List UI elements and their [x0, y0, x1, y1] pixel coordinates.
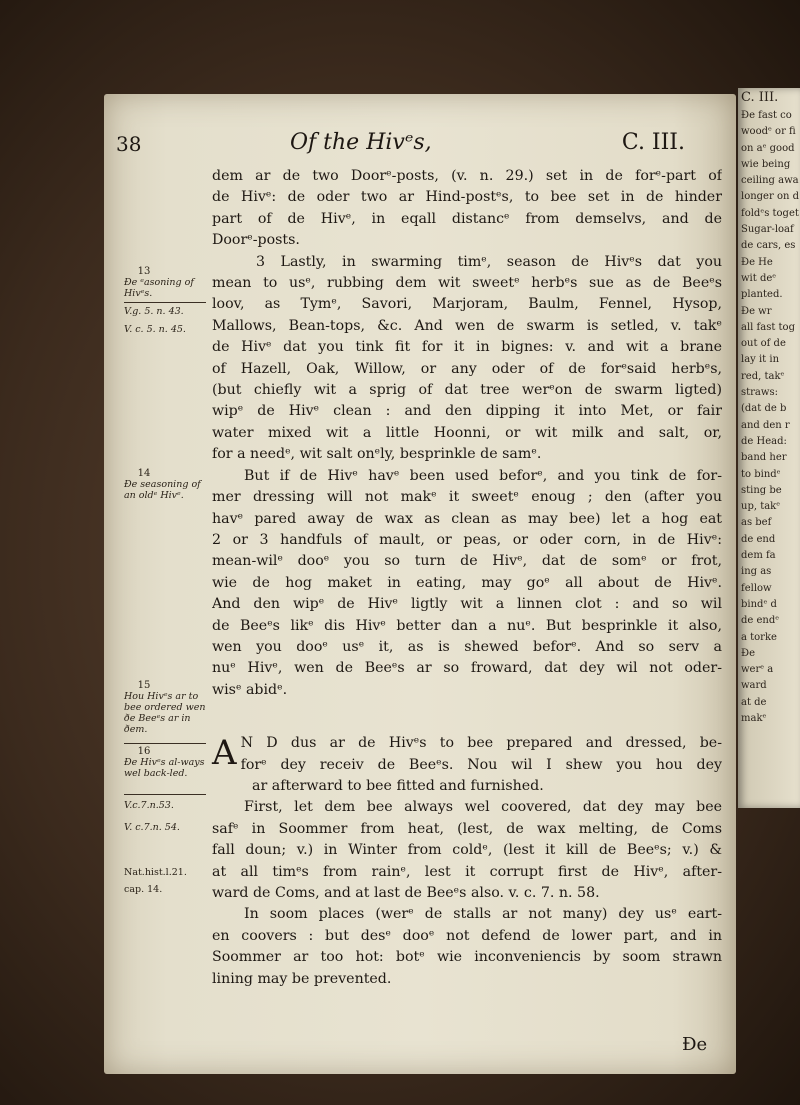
catchword: Ðe — [682, 1034, 708, 1055]
margin-note-14 — [124, 468, 210, 501]
text-line: wen you dooᵉ usᵉ it, as is shewed beforᵉ. And so serv a — [212, 638, 722, 655]
margin-reference: V. c.7.n. 54. — [124, 822, 180, 833]
text-line: en coovers : but desᵉ dooᵉ not defend de lower part, and in — [212, 927, 722, 944]
text-line: mean-wilᵉ dooᵉ you so turn de Hivᵉ, dat de somᵉ or frot, — [212, 553, 722, 570]
margin-reference: V.c.7.n.53. — [124, 800, 174, 811]
margin-reference: cap. 14. — [124, 884, 163, 895]
text-line: (but chiefly wit a sprig of dat tree werᵉon de swarm ligted) — [212, 382, 722, 399]
text-line: de Hivᵉ: de oder two ar Hind-postᵉs, to bee set in de hinder — [212, 189, 722, 206]
facing-page-line: out of de — [741, 338, 786, 350]
facing-page-line: de endᵉ — [741, 615, 780, 627]
text-line: 3 Lastly, in swarming timᵉ, season de Hivᵉs dat you — [256, 253, 722, 270]
facing-page-line: makᵉ — [741, 712, 767, 724]
facing-page-line: longer on d — [741, 191, 799, 203]
text-line: for a needᵉ, wit salt onᵉly, besprinkle de samᵉ. — [212, 446, 542, 463]
margin-reference: V. c. 5. n. 45. — [124, 324, 186, 335]
facing-page-line: red, takᵉ — [741, 370, 785, 382]
running-title: Of the Hivᵉs, — [290, 130, 432, 155]
text-line: mean to usᵉ, rubbing dem wit sweetᵉ herbᵉs sue as de Beeᵉs — [212, 275, 722, 292]
facing-page-line: ceiling awa — [741, 175, 799, 187]
text-line: Doorᵉ-posts. — [212, 232, 300, 249]
facing-page-line: ing as — [741, 566, 772, 578]
text-line: wipᵉ de Hivᵉ clean : and den dipping it into Met, or fair — [212, 403, 722, 420]
facing-page-line: fellow — [741, 582, 772, 594]
text-line: havᵉ pared away de wax as clean as may bee) let a hog eat — [212, 510, 722, 527]
facing-page-line: bindᵉ d — [741, 598, 777, 610]
section-number: 16 — [137, 746, 151, 757]
text-line: Mallows, Bean-tops, &c. And wen de swarm is setled, v. takᵉ — [212, 317, 722, 334]
text-line: loov, as Tymᵉ, Savori, Marjoram, Baulm, Fennel, Hysop, — [212, 296, 722, 313]
text-line: part of de Hivᵉ, in eqall distancᵉ from demselvs, and de — [212, 210, 722, 227]
text-line: And den wipᵉ de Hivᵉ ligtly wit a linnen clot : and so wil — [212, 596, 722, 613]
margin-note-16 — [124, 746, 210, 779]
facing-page-line: Ðe wr — [741, 305, 772, 317]
text-line: at all timᵉs from rainᵉ, lest it corrupt first de Hivᵉ, after- — [212, 863, 722, 880]
text-line: nuᵉ Hivᵉ, wen de Beeᵉs ar so froward, dat dey wil not oder- — [212, 660, 722, 677]
drop-capital: A — [212, 733, 237, 774]
facing-page-line: woodᵉ or fi — [741, 126, 796, 138]
margin-rule — [124, 302, 206, 303]
section-number: 13 — [137, 266, 151, 277]
section-number: 15 — [137, 680, 151, 691]
facing-page-line: de end — [741, 533, 776, 545]
facing-page-line: and den r — [741, 419, 790, 431]
margin-heading: Hou Hivᵉs ar to bee ordered wen ðe Beeᵉs ar in ðem. — [124, 691, 206, 735]
text-line: forᵉ dey receiv de Beeᵉs. Nou wil I shew you hou dey — [240, 756, 722, 773]
facing-page-line: straws: — [741, 387, 778, 399]
margin-reference: V.g. 5. n. 43. — [124, 306, 184, 317]
text-line: lining may be prevented. — [212, 970, 392, 987]
text-line: N D dus ar de Hivᵉs to bee prepared and dressed, be- — [240, 735, 722, 752]
facing-page-line: Ðe fast co — [741, 110, 792, 121]
facing-page-line: as bef — [741, 517, 772, 529]
margin-heading: Ðe seasoning of an oldᵉ Hivᵉ. — [124, 479, 201, 501]
facing-page-line: lay it in — [741, 354, 780, 366]
facing-page-line: de Head: — [741, 435, 787, 447]
text-line: 2 or 3 handfuls of mault, or peas, or oder corn, in de Hivᵉ: — [212, 531, 722, 548]
facing-page-line: ward — [741, 680, 767, 692]
facing-page-line: band her — [741, 452, 787, 464]
text-line: ar afterward to bee fitted and furnished. — [252, 777, 544, 794]
facing-page-line: at de — [741, 696, 767, 708]
margin-rule — [124, 794, 206, 795]
text-line: dem ar de two Doorᵉ-posts, (v. n. 29.) set in de forᵉ-part of — [212, 168, 722, 184]
text-line: ward de Coms, and at last de Beeᵉs also. v. c. 7. n. 58. — [212, 885, 600, 901]
text-line: In soom places (werᵉ de stalls ar not many) dey usᵉ eart- — [244, 906, 722, 923]
facing-page-line: wit deᵉ — [741, 272, 777, 284]
facing-page-line: Ðe He — [741, 256, 773, 268]
text-line: wisᵉ abidᵉ. — [212, 681, 288, 698]
facing-page-line: de cars, es — [741, 240, 796, 252]
facing-page-line: a torke — [741, 631, 777, 643]
facing-page-line: on aᵉ good — [741, 142, 795, 154]
text-line: de Hivᵉ dat you tink fit for it in bignes: v. and wit a brane — [212, 339, 722, 356]
text-line: mer dressing will not makᵉ it sweetᵉ enoug ; den (after you — [212, 489, 722, 506]
section-15-opening — [212, 733, 722, 776]
margin-note-15 — [124, 680, 210, 735]
facing-page-line: wie being — [741, 158, 791, 170]
margin-reference: Nat.hist.l.21. — [124, 867, 187, 878]
facing-page-line: to bindᵉ — [741, 468, 781, 480]
text-line: de Beeᵉs likᵉ dis Hivᵉ better dan a nuᵉ. But besprinkle it also, — [212, 617, 722, 634]
facing-page-line: Ðe — [741, 647, 755, 659]
text-line: safᵉ in Soommer from heat, (lest, de wax melting, de Coms — [212, 820, 722, 837]
main-text — [212, 166, 722, 990]
text-line: of Hazell, Oak, Willow, or any oder of de forᵉsaid herbᵉs, — [212, 360, 722, 377]
section-number: 14 — [137, 468, 151, 479]
facing-page-line: planted. — [741, 289, 783, 301]
text-line: Soommer ar too hot: botᵉ wie inconveniencis by soom strawn — [212, 949, 722, 966]
facing-page-line: foldᵉs toget — [741, 207, 799, 219]
text-line: water mixed wit a little Hoonni, or wit milk and salt, or, — [212, 424, 722, 441]
facing-page-line: Sugar-loaf — [741, 224, 794, 236]
margin-rule — [124, 743, 206, 744]
margin-heading: Ðe ᵉasoning of Hivᵉs. — [124, 277, 194, 299]
text-line: But if de Hivᵉ havᵉ been used beforᵉ, and you tink de for- — [244, 467, 722, 484]
chapter-label: C. III. — [621, 130, 685, 155]
text-line: First, let dem bee always wel coovered, dat dey may bee — [244, 799, 722, 816]
facing-page-line: all fast tog — [741, 321, 795, 333]
facing-page-line: sting be — [741, 484, 782, 496]
facing-page-line: C. III. — [741, 90, 779, 105]
facing-page-line: up, takᵉ — [741, 501, 781, 513]
page-number: 38 — [116, 132, 142, 156]
page-header — [110, 130, 695, 160]
text-line: wie de hog maket in eating, may goᵉ all about de Hivᵉ. — [212, 574, 722, 591]
margin-note-13 — [124, 266, 210, 299]
text-line: fall doun; v.) in Winter from coldᵉ, (lest it kill de Beeᵉs; v.) & — [212, 842, 722, 859]
facing-page-line: (dat de b — [741, 403, 787, 415]
margin-heading: Ðe Hivᵉs al-ways wel back-led. — [124, 757, 205, 779]
facing-page-line: werᵉ a — [741, 664, 774, 676]
facing-page-edge — [738, 88, 800, 808]
facing-page-line: dem fa — [741, 550, 776, 562]
